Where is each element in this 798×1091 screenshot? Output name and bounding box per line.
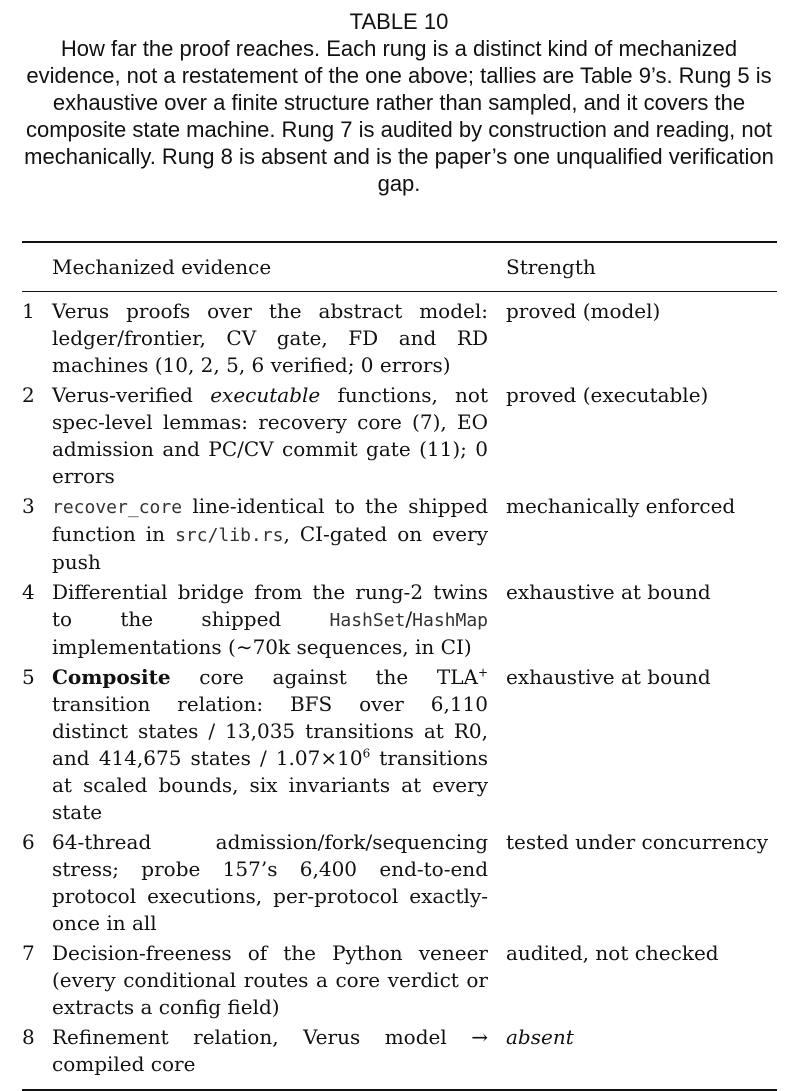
table-row xyxy=(22,298,777,379)
rung-number: 5 xyxy=(22,665,35,689)
table-row xyxy=(22,829,777,937)
evidence-cell: Refinement relation, Verus model → compiled core xyxy=(52,1025,488,1076)
evidence-cell: Verus-verified executable functions, not spec-level lemmas: recovery core (7), EO admission and PC/CV commit gate (11); 0 errors xyxy=(52,383,489,488)
evidence-cell: recover_core line-identical to the shipped function in src/lib.rs, CI-gated on every push xyxy=(52,494,488,574)
table-title: TABLE 10 xyxy=(349,9,449,34)
rung-number: 4 xyxy=(22,580,35,604)
header-evidence: Mechanized evidence xyxy=(52,254,272,279)
rung-number: 6 xyxy=(22,830,35,854)
header-strength: Strength xyxy=(506,254,596,279)
strength-cell: proved (executable) xyxy=(506,383,709,407)
table-row xyxy=(22,664,777,826)
caption-text: How far the proof reaches. Each rung is a distinct kind of mechanized evidence, not a restatement of the one above; tallies are Table 9’s. Rung 5 is exhaustive over a finite structure rather than sampled, and it covers the composite state machine. Rung 7 is audited by construction and reading, not mechanically. Rung 8 is absent and is the paper’s one unqualified verification gap. xyxy=(24,36,774,196)
strength-cell: audited, not checked xyxy=(506,941,719,965)
rung-number: 3 xyxy=(22,494,35,518)
evidence-cell: Differential bridge from the rung-2 twins to the shipped HashSet/HashMap implementations (∼70k sequences, in CI) xyxy=(52,580,488,659)
strength-cell: proved (model) xyxy=(506,299,661,323)
strength-cell: absent xyxy=(506,1025,574,1049)
evidence-table xyxy=(22,241,777,1091)
strength-cell: exhaustive at bound xyxy=(506,665,711,689)
rung-number: 8 xyxy=(22,1025,35,1049)
evidence-cell: Verus proofs over the abstract model: ledger/frontier, CV gate, FD and RD machines (10, 2, 5, 6 verified; 0 errors) xyxy=(52,299,488,377)
evidence-cell: Decision-freeness of the Python veneer (every conditional routes a core verdict or extracts a config field) xyxy=(52,941,488,1019)
strength-cell: mechanically enforced xyxy=(506,494,736,518)
table-header-row xyxy=(22,243,777,291)
rung-number: 1 xyxy=(22,299,35,323)
table-row xyxy=(22,940,777,1021)
rung-number: 7 xyxy=(22,941,35,965)
strength-cell: exhaustive at bound xyxy=(506,580,711,604)
evidence-cell: 64-thread admission/fork/sequencing stress; probe 157’s 6,400 end-to-end protocol executions, per-protocol exactly-once in all xyxy=(52,830,488,935)
table-row xyxy=(22,1024,777,1078)
strength-cell: tested under concurrency xyxy=(506,830,769,854)
table-caption xyxy=(0,8,798,197)
evidence-cell: Composite core against the TLA+ transition relation: BFS over 6,110 distinct states / 13,035 transitions at R0, and 414,675 states / $1.07\times 10^6$ transitions at scaled bounds, six invariants at every state xyxy=(52,665,488,824)
rung-number: 2 xyxy=(22,383,35,407)
table-row xyxy=(22,382,777,490)
table-row xyxy=(22,493,777,576)
table-row xyxy=(22,579,777,661)
